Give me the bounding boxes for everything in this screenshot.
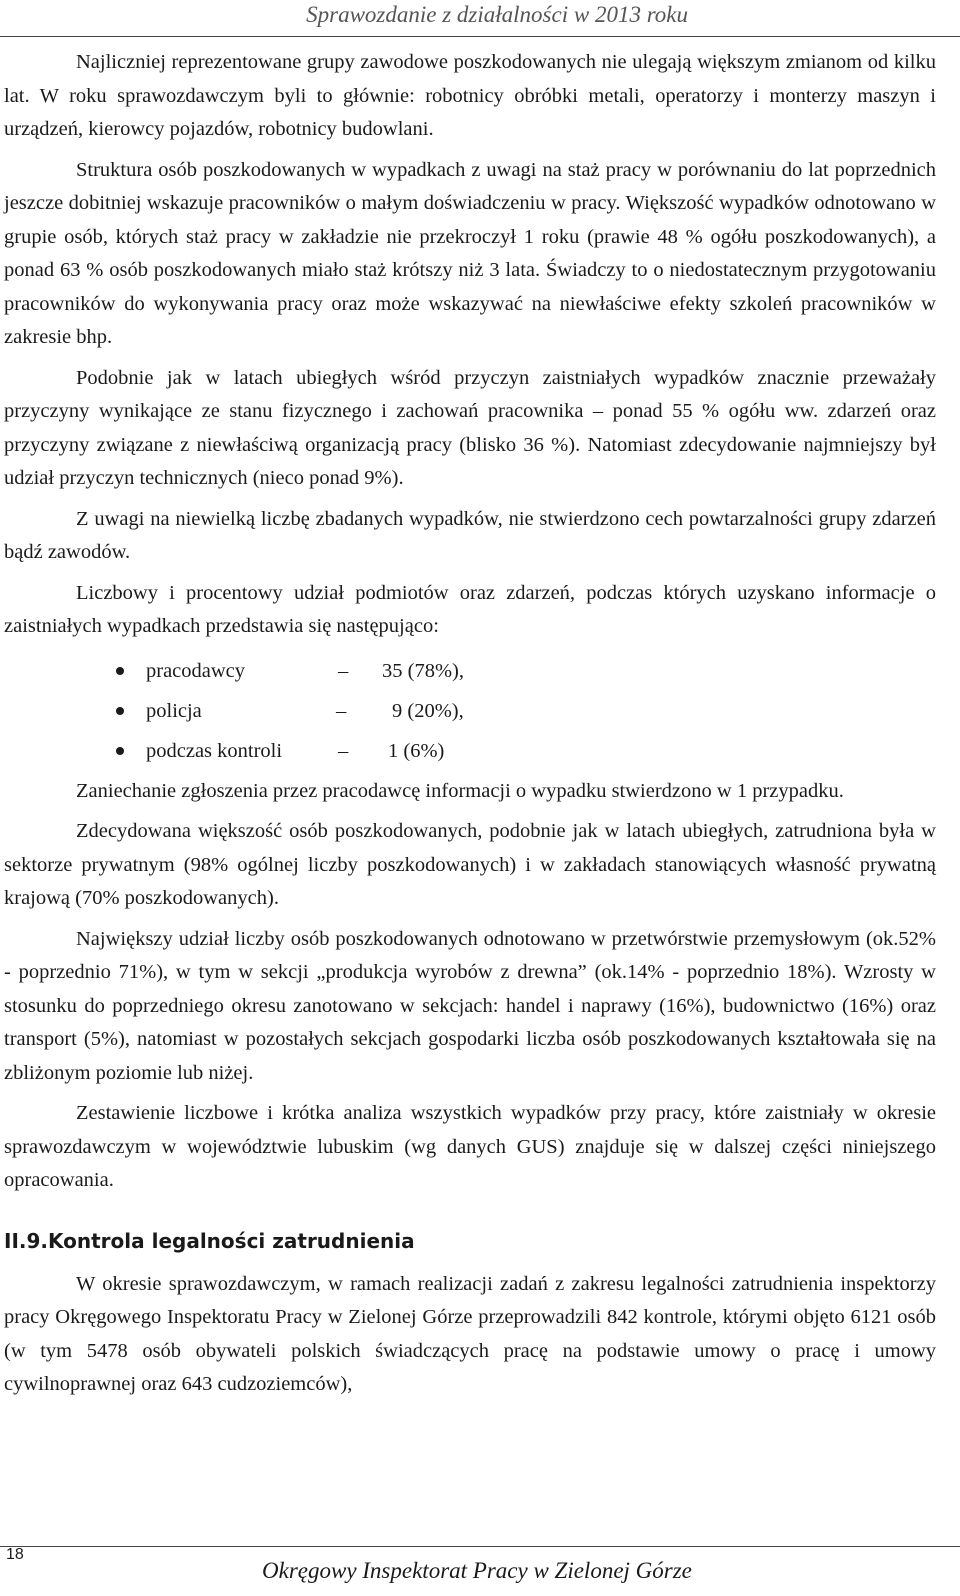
list-item-dash: – bbox=[338, 659, 349, 682]
paragraph-industry-share: Największy udział liczby osób poszkodowanych odnotowano w przetwórstwie przemysłowym (ok.52% - poprzednio 71%), w tym w sekcji „produkcja wyrobów z drewna” (ok.14% - poprzednio 18%). Wzrosty w stosunku do poprzedniego okresu zanotowano w sekcjach: handel i naprawy (16%), budownictwo (16%) oraz transport (5%), natomiast w pozostałych sekcjach gospodarki liczba osób poszkodowanych kształtowała się na zbliżonym poziomie lub niżej. bbox=[4, 927, 936, 1084]
list-item-dash: – bbox=[338, 739, 349, 762]
page-header bbox=[0, 0, 960, 37]
paragraph-accident-causes: Podobnie jak w latach ubiegłych wśród przyczyn zaistniałych wypadków znacznie przeważały przyczyny wynikające ze stanu fizycznego i zachowań pracownika – ponad 55 % ogółu ww. zdarzeń oraz przyczyny związane z niewłaściwą organizacją pracy (blisko 36 %). Natomiast zdecydowanie najmniejszy był udział przyczyn technicznych (nieco ponad 9%). bbox=[4, 366, 936, 489]
paragraph-private-sector: Zdecydowana większość osób poszkodowanych, podobnie jak w latach ubiegłych, zatrudniona była w sektorze prywatnym (98% ogólnej liczby poszkodowanych) i w zakładach stanowiących własność prywatną krajową (70% poszkodowanych). bbox=[4, 820, 936, 909]
paragraph-occupational-groups: Najliczniej reprezentowane grupy zawodowe poszkodowanych nie ulegają większym zmianom od kilku lat. W roku sprawozdawczym byli to głównie: robotnicy obróbki metali, operatorzy i monterzy maszyn i urządzeń, kierowcy pojazdów, robotnicy budowlani. bbox=[4, 51, 936, 140]
list-item bbox=[4, 731, 936, 771]
list-item bbox=[4, 651, 936, 691]
information-sources-list bbox=[4, 651, 936, 771]
section-heading: II.9.Kontrola legalności zatrudnienia bbox=[4, 1228, 415, 1253]
paragraph-information-sources: Liczbowy i procentowy udział podmiotów oraz zdarzeń, podczas których uzyskano informacje o zaistniałych wypadkach przedstawia się następująco: bbox=[4, 581, 936, 637]
paragraph-reporting-omission: Zaniechanie zgłoszenia przez pracodawcę informacji o wypadku stwierdzono w 1 przypadku. bbox=[76, 779, 844, 802]
paragraph-legality-inspections: W okresie sprawozdawczym, w ramach realizacji zadań z zakresu legalności zatrudnienia inspektorzy pracy Okręgowego Inspektoratu Pracy w Zielonej Górze przeprowadzili 842 kontrole, którymi objęto 6121 osób (w tym 5478 osób obywateli polskich świadczących pracę na podstawie umowy o pracę i umowy cywilnoprawnej oraz 643 cudzoziemców), bbox=[4, 1272, 936, 1395]
footer-organization: Okręgowy Inspektorat Pracy w Zielonej Górze bbox=[262, 1558, 692, 1583]
list-item-label: podczas kontroli bbox=[146, 739, 283, 762]
list-item-label: pracodawcy bbox=[146, 659, 246, 682]
list-item-value: 1 (6%) bbox=[388, 739, 445, 762]
page-content bbox=[4, 46, 936, 1409]
bullet-icon bbox=[116, 707, 124, 715]
list-item-value: 35 (78%), bbox=[382, 659, 464, 682]
list-item-value: 9 (20%), bbox=[392, 699, 464, 722]
paragraph-repeatability: Z uwagi na niewielką liczbę zbadanych wypadków, nie stwierdzono cech powtarzalności grupy zdarzeń bądź zawodów. bbox=[4, 507, 936, 563]
document-title: Sprawozdanie z działalności w 2013 roku bbox=[306, 2, 688, 27]
paragraph-gus-summary: Zestawienie liczbowe i krótka analiza wszystkich wypadków przy pracy, które zaistniały w okresie sprawozdawczym w województwie lubuskim (wg danych GUS) znajduje się w dalszej części niniejszego opracowania. bbox=[4, 1102, 936, 1191]
bullet-icon bbox=[116, 747, 124, 755]
page-number: 18 bbox=[6, 1546, 24, 1563]
list-item bbox=[4, 691, 936, 731]
bullet-icon bbox=[116, 667, 124, 675]
list-item-dash: – bbox=[336, 699, 347, 722]
paragraph-work-experience: Struktura osób poszkodowanych w wypadkach z uwagi na staż pracy w porównaniu do lat poprzednich jeszcze dobitniej wskazuje pracowników o małym doświadczeniu w pracy. Większość wypadków odnotowano w grupie osób, których staż pracy w zakładzie nie przekroczył 1 roku (prawie 48 % ogółu poszkodowanych), a ponad 63 % osób poszkodowanych miało staż krótszy niż 3 lata. Świadczy to o niedostatecznym przygotowaniu pracowników do wykonywania pracy oraz może wskazywać na niewłaściwe efekty szkoleń pracowników w zakresie bhp. bbox=[4, 158, 936, 348]
footer-divider bbox=[0, 1546, 960, 1547]
list-item-label: policja bbox=[146, 699, 202, 722]
